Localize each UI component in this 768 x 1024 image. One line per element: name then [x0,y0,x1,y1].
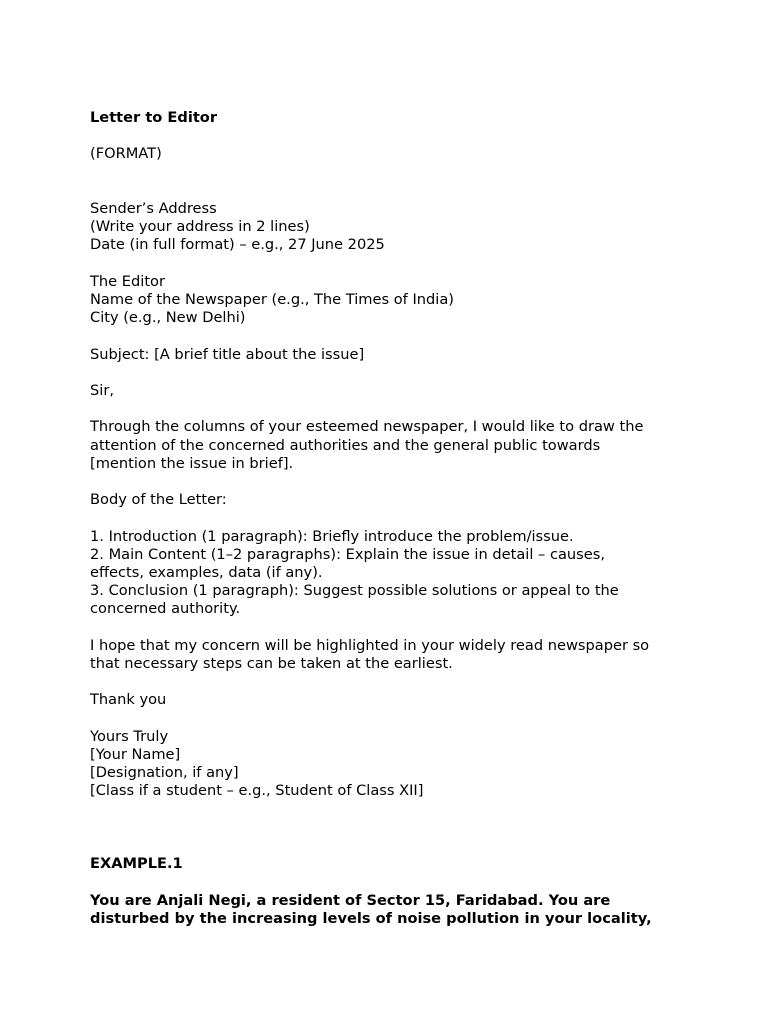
example-line-2: disturbed by the increasing levels of noise pollution in your locality, [90,909,652,927]
spacer [90,619,690,637]
body-point-1: 1. Introduction (1 paragraph): Briefly introduce the problem/issue. [90,527,574,545]
spacer [90,127,690,145]
recipient-line-1: The Editor [90,272,165,290]
spacer [90,509,690,527]
body-point-2-cont: effects, examples, data (if any). [90,563,323,581]
body-points-list [90,528,690,619]
opening-line-1: Through the columns of your esteemed newspaper, I would like to draw the [90,418,644,436]
body-point-2: 2. Main Content (1–2 paragraphs): Explain the issue in detail – causes, [90,545,605,563]
spacer [90,801,690,856]
recipient-line-3: City (e.g., New Delhi) [90,309,246,327]
closing-line-2: that necessary steps can be taken at the earliest. [90,654,453,672]
salutation: Sir, [90,381,114,399]
signoff-block [90,728,690,801]
spacer [90,400,690,418]
signoff-line-1: Yours Truly [90,727,169,745]
sender-address-hint: (Write your address in 2 lines) [90,218,310,236]
example-prompt [90,892,690,928]
spacer [90,327,690,345]
recipient-block [90,273,690,328]
opening-line-3: [mention the issue in brief]. [90,454,294,472]
spacer [90,164,690,200]
thanks-line: Thank you [90,691,167,709]
example-line-1: You are Anjali Negi, a resident of Sector 15, Faridabad. You are [90,891,611,909]
sender-date-hint: Date (in full format) – e.g., 27 June 2025 [90,236,385,254]
body-point-3-cont: concerned authority. [90,600,241,618]
opening-line-2: attention of the concerned authorities and the general public towards [90,436,601,454]
document-body [90,109,690,928]
body-heading: Body of the Letter: [90,491,227,509]
sender-address-label: Sender’s Address [90,199,217,217]
spacer [90,873,690,891]
opening-paragraph [90,418,690,473]
spacer [90,255,690,273]
document-title: Letter to Editor [90,109,218,126]
signoff-line-3: [Designation, if any] [90,764,239,782]
signoff-line-4: [Class if a student – e.g., Student of Class XII] [90,782,424,800]
signoff-line-2: [Your Name] [90,745,181,763]
closing-paragraph [90,637,690,673]
spacer [90,710,690,728]
spacer [90,364,690,382]
spacer [90,473,690,491]
recipient-line-2: Name of the Newspaper (e.g., The Times of India) [90,290,454,308]
closing-line-1: I hope that my concern will be highlighted in your widely read newspaper so [90,636,650,654]
sender-block [90,200,690,255]
spacer [90,673,690,691]
format-label: (FORMAT) [90,145,162,163]
body-point-3: 3. Conclusion (1 paragraph): Suggest possible solutions or appeal to the [90,582,619,600]
subject-line: Subject: [A brief title about the issue] [90,345,365,363]
example-heading: EXAMPLE.1 [90,855,183,873]
